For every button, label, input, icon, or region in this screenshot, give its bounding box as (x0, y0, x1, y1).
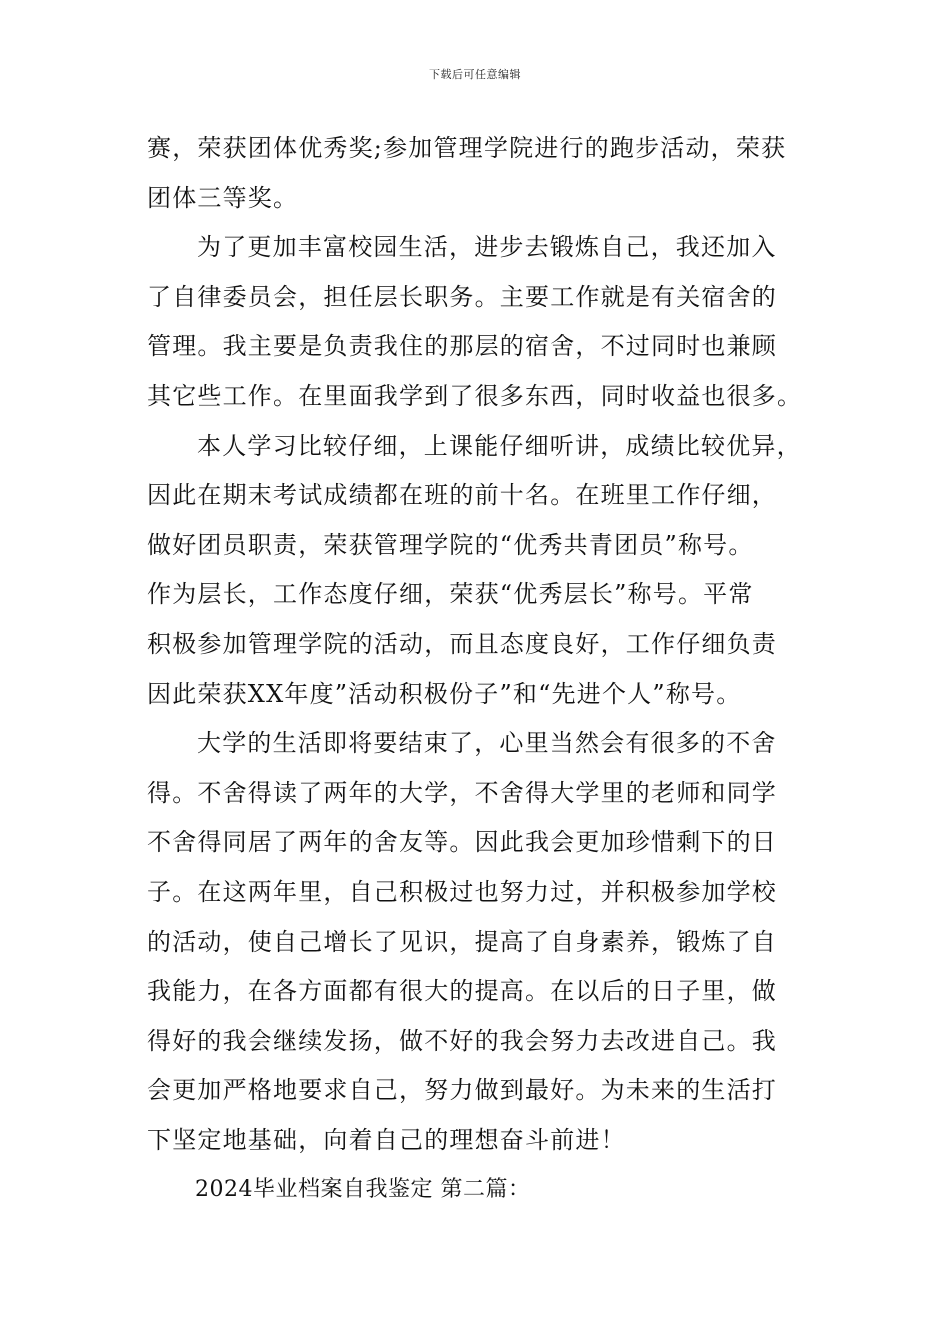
paragraph-3 (147, 422, 827, 720)
text-line: 不舍得同居了两年的舍友等。因此我会更加珍惜剩下的日 (147, 828, 777, 857)
text-line: 了自律委员会，担任层长职务。主要工作就是有关宿舍的 (147, 282, 777, 311)
text-line: 因此荣获XX年度”活动积极份子”和“先进个人”称号。 (147, 679, 742, 708)
paragraph-2 (147, 223, 827, 421)
text-line: 其它些工作。在里面我学到了很多东西，同时收益也很多。 (147, 381, 803, 410)
section-title: 2024毕业档案自我鉴定 第二篇： (195, 1177, 531, 1203)
text-line: 做好团员职责，荣获管理学院的“优秀共青团员”称号。 (147, 530, 754, 559)
text-line: 大学的生活即将要结束了，心里当然会有很多的不舍 (197, 729, 777, 758)
text-line: 的活动，使自己增长了见识，提高了自身素养，锻炼了自 (147, 927, 777, 956)
text-line: 我能力，在各方面都有很大的提高。在以后的日子里，做 (147, 977, 777, 1006)
text-line: 管理。我主要是负责我住的那层的宿舍，不过同时也兼顾 (147, 332, 777, 361)
paragraph-1 (147, 124, 827, 223)
paragraph-4 (147, 719, 827, 1165)
text-line: 积极参加管理学院的活动，而且态度良好，工作仔细负责 (147, 629, 777, 658)
text-line: 团体三等奖。 (147, 183, 299, 212)
text-line: 作为层长，工作态度仔细，荣获“优秀层长”称号。平常 (147, 580, 754, 609)
text-line: 子。在这两年里，自己积极过也努力过，并积极参加学校 (147, 877, 777, 906)
document-body (147, 124, 827, 1215)
page-header: 下载后可任意编辑 (429, 68, 521, 81)
text-line: 下坚定地基础，向着自己的理想奋斗前进！ (147, 1125, 626, 1154)
text-line: 因此在期末考试成绩都在班的前十名。在班里工作仔细， (147, 481, 777, 510)
text-line: 得好的我会继续发扬，做不好的我会努力去改进自己。我 (147, 1026, 777, 1055)
text-line: 会更加严格地要求自己，努力做到最好。为未来的生活打 (147, 1076, 777, 1105)
text-line: 为了更加丰富校园生活，进步去锻炼自己，我还加入 (197, 233, 777, 262)
text-line: 得。不舍得读了两年的大学，不舍得大学里的老师和同学 (147, 778, 777, 807)
text-line: 本人学习比较仔细，上课能仔细听讲，成绩比较优异， (197, 431, 802, 460)
text-line: 赛，荣获团体优秀奖;参加管理学院进行的跑步活动，荣获 (147, 134, 787, 162)
